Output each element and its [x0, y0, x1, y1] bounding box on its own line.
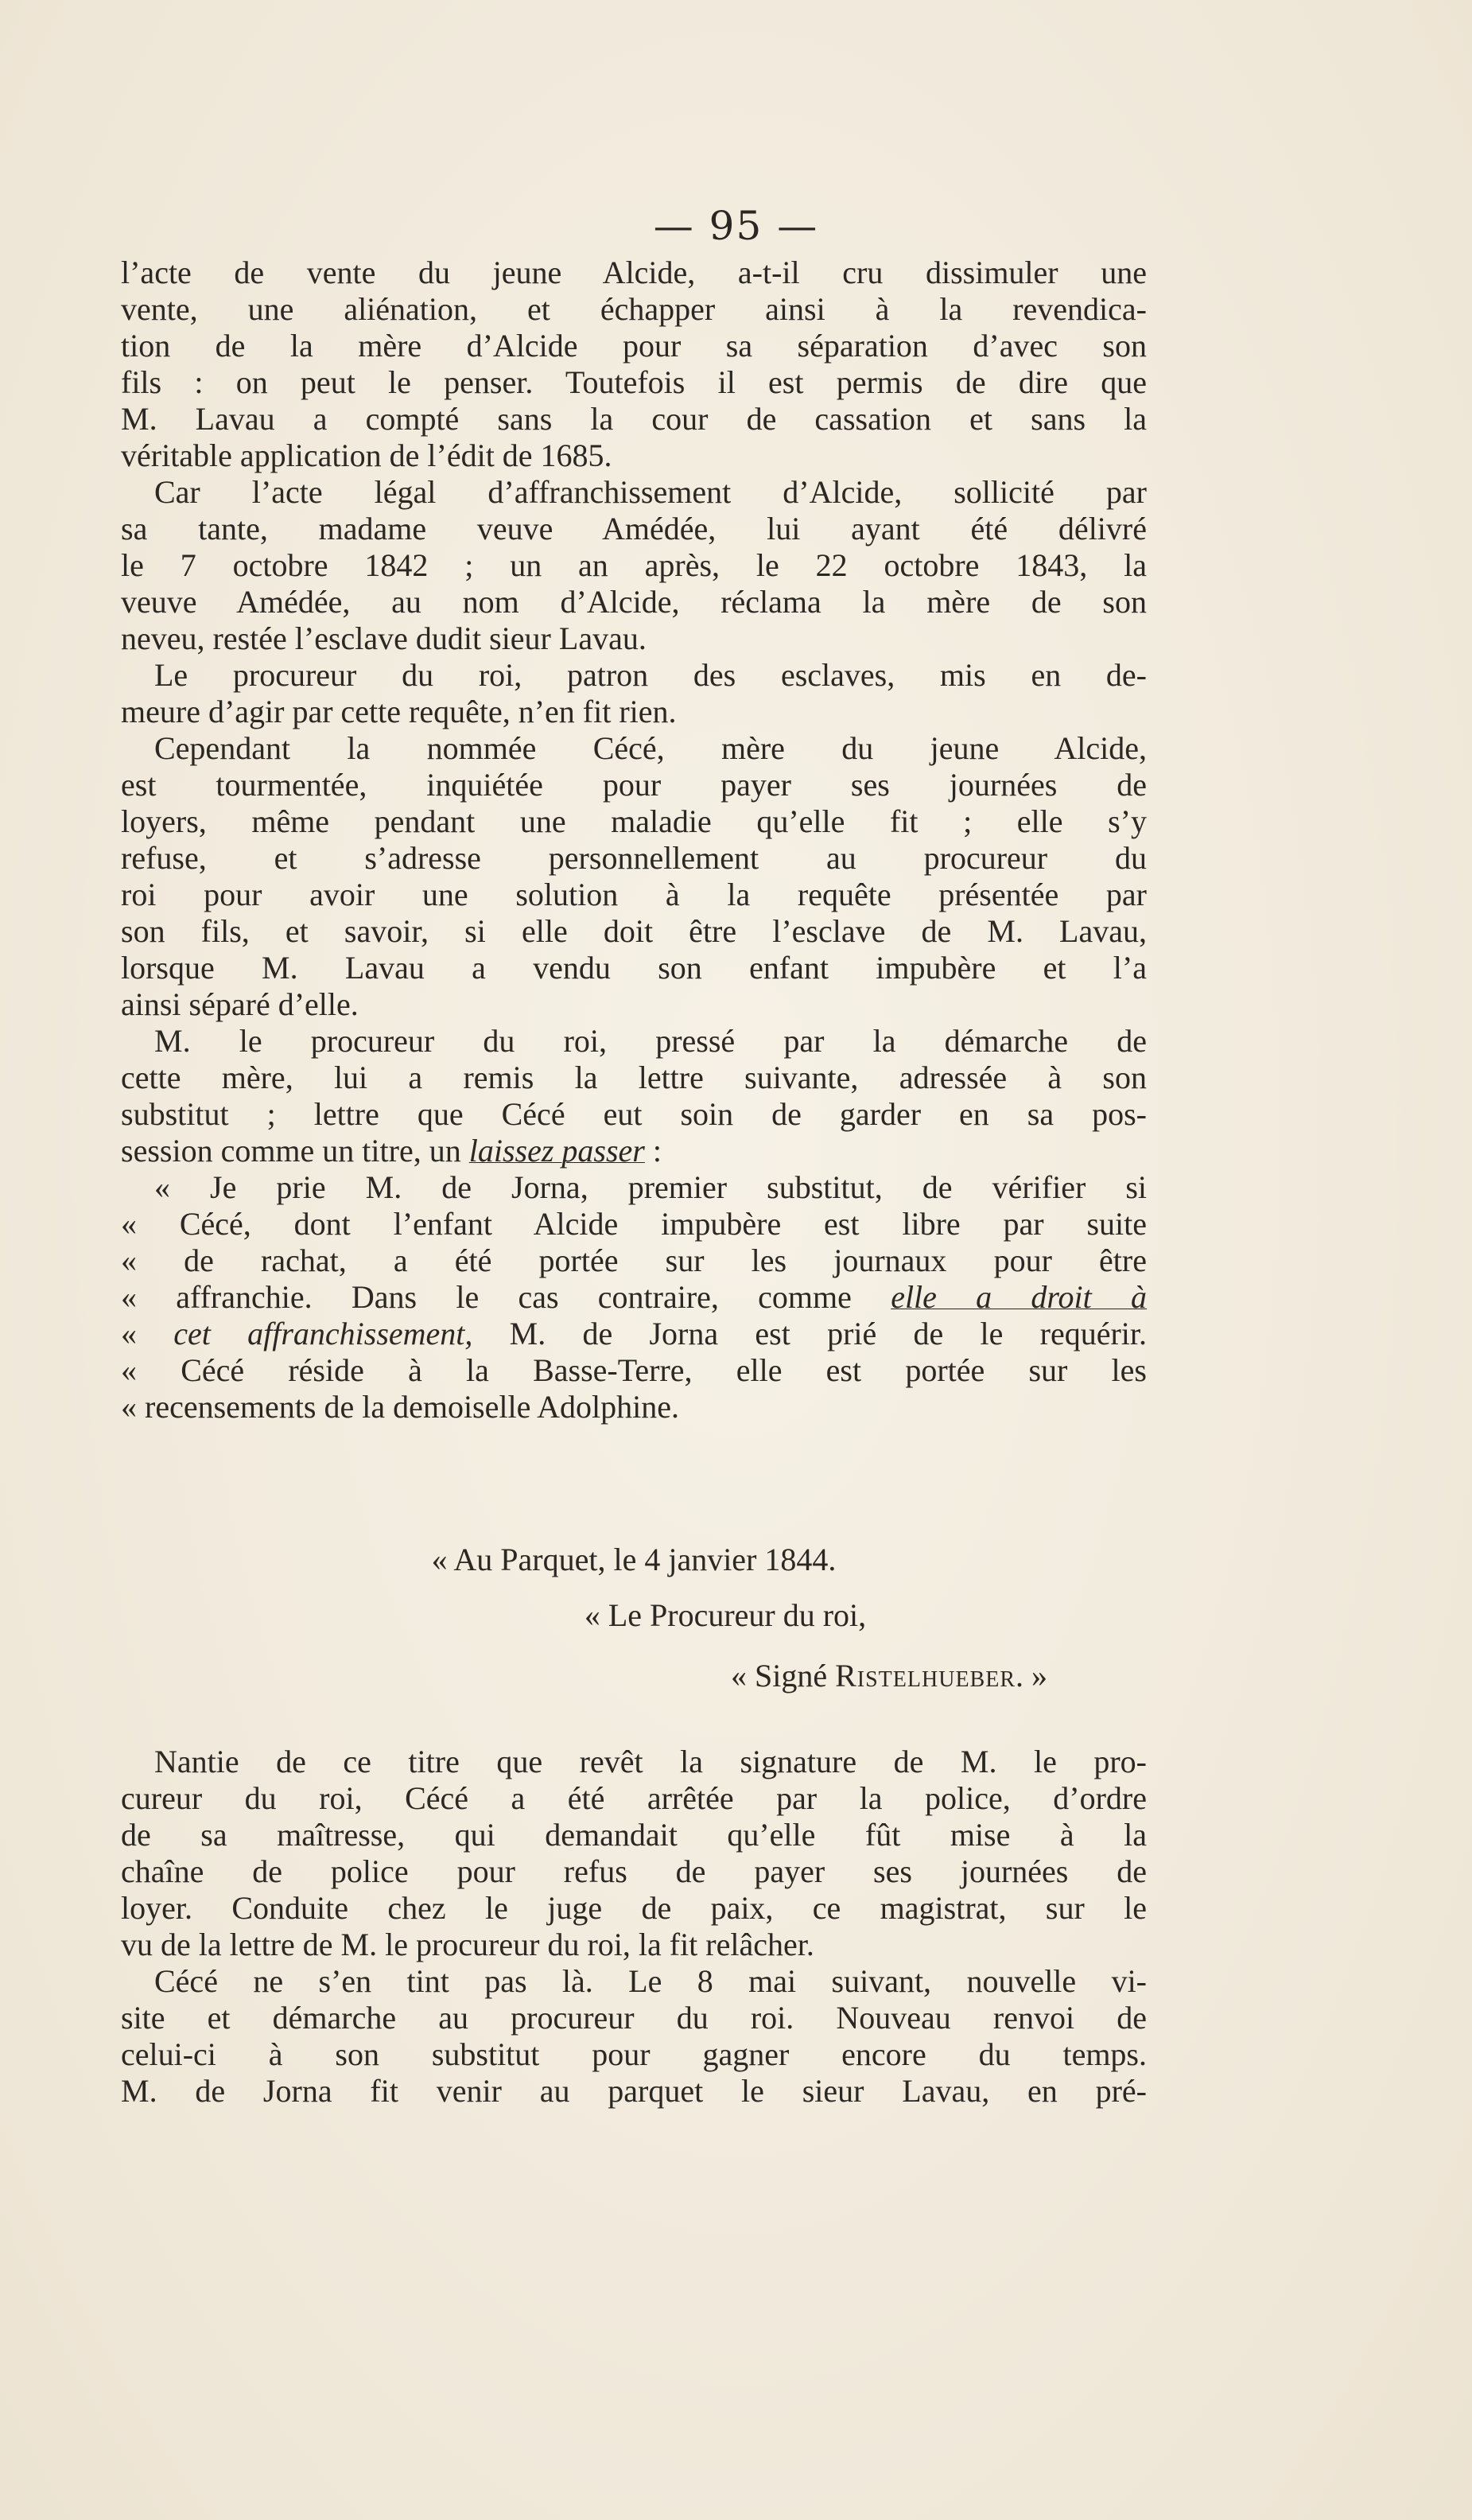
text-fragment: M. de Jorna est prié de le requérir. — [472, 1316, 1147, 1351]
text-line: Cependant la nommée Cécé, mère du jeune Alcide, — [154, 730, 1147, 766]
quote-line — [121, 1279, 1147, 1316]
signer-title: « Le Procureur du roi, — [584, 1597, 867, 1633]
text-line: sa tante, madame veuve Amédée, lui ayant été délivré — [121, 511, 1147, 546]
text-line: vente, une aliénation, et échapper ainsi à la revendica- — [121, 291, 1147, 327]
text-line: cureur du roi, Cécé a été arrêtée par la police, d’ordre — [121, 1780, 1147, 1816]
text-line: M. le procureur du roi, pressé par la démarche de — [154, 1023, 1147, 1059]
text-line: le 7 octobre 1842 ; un an après, le 22 octobre 1843, la — [121, 547, 1147, 583]
text-fragment: : — [644, 1133, 662, 1169]
page-number: — 95 — — [653, 203, 819, 249]
text-line: l’acte de vente du jeune Alcide, a-t-il cru dissimuler une — [121, 255, 1147, 290]
text-line: son fils, et savoir, si elle doit être l’esclave de M. Lavau, — [121, 913, 1147, 949]
text-line: chaîne de police pour refus de payer ses journées de — [121, 1853, 1147, 1889]
text-line: site et démarche au procureur du roi. Nouveau renvoi de — [121, 2000, 1147, 2036]
quote-line: « Cécé, dont l’enfant Alcide impubère est libre par suite — [121, 1206, 1147, 1242]
signed-suffix: . » — [1016, 1658, 1047, 1694]
text-line: loyers, même pendant une maladie qu’elle fit ; elle s’y — [121, 803, 1147, 839]
text-line-laissez-passer — [121, 1133, 1147, 1169]
text-fragment: « — [121, 1316, 174, 1351]
body-text-top — [121, 255, 1147, 1425]
quote-line — [121, 1316, 1147, 1352]
quote-line: « de rachat, a été portée sur les journaux pour être — [121, 1242, 1147, 1278]
signed-prefix: « Signé — [730, 1658, 836, 1694]
text-line: roi pour avoir une solution à la requête présentée par — [121, 877, 1147, 912]
text-line: meure d’agir par cette requête, n’en fit rien. — [121, 694, 677, 729]
text-line: refuse, et s’adresse personnellement au procureur du — [121, 840, 1147, 876]
text-line: substitut ; lettre que Cécé eut soin de garder en sa pos- — [121, 1096, 1147, 1132]
elle-a-droit-emphasis: elle a droit à — [891, 1279, 1147, 1315]
text-fragment: session comme un titre, un — [121, 1133, 469, 1169]
text-line: M. de Jorna fit venir au parquet le sieur Lavau, en pré- — [121, 2073, 1147, 2109]
text-line: neveu, restée l’esclave dudit sieur Lavau. — [121, 620, 647, 656]
body-text-bottom — [121, 1744, 1147, 2110]
text-line: est tourmentée, inquiétée pour payer ses journées de — [121, 767, 1147, 803]
text-line: véritable application de l’édit de 1685. — [121, 438, 612, 473]
text-line: Cécé ne s’en tint pas là. Le 8 mai suivant, nouvelle vi- — [154, 1963, 1147, 1999]
text-line: Nantie de ce titre que revêt la signature de M. le pro- — [154, 1744, 1147, 1779]
text-fragment: « affranchie. Dans le cas contraire, comme — [121, 1279, 891, 1315]
signed-line — [121, 1658, 1147, 1694]
signer-name: Ristelhueber — [835, 1658, 1016, 1694]
text-line: tion de la mère d’Alcide pour sa séparation d’avec son — [121, 328, 1147, 364]
text-line: de sa maîtresse, qui demandait qu’elle fût mise à la — [121, 1817, 1147, 1853]
text-line: lorsque M. Lavau a vendu son enfant impubère et l’a — [121, 950, 1147, 986]
text-line: cette mère, lui a remis la lettre suivante, adressée à son — [121, 1060, 1147, 1095]
text-line: fils : on peut le penser. Toutefois il est permis de dire que — [121, 364, 1147, 400]
text-line: vu de la lettre de M. le procureur du roi, la fit relâcher. — [121, 1927, 814, 1962]
text-line: celui-ci à son substitut pour gagner encore du temps. — [121, 2036, 1147, 2072]
quote-line: « Cécé réside à la Basse-Terre, elle est portée sur les — [121, 1352, 1147, 1388]
text-line: Car l’acte légal d’affranchissement d’Alcide, sollicité par — [154, 474, 1147, 510]
text-line: ainsi séparé d’elle. — [121, 986, 359, 1022]
quote-line: « Je prie M. de Jorna, premier substitut, de vérifier si — [154, 1169, 1147, 1205]
laissez-passer-emphasis: laissez passer — [468, 1133, 645, 1169]
text-line: loyer. Conduite chez le juge de paix, ce magistrat, sur le — [121, 1890, 1147, 1926]
quote-line: « recensements de la demoiselle Adolphine. — [121, 1389, 680, 1425]
text-line: M. Lavau a compté sans la cour de cassation et sans la — [121, 401, 1147, 437]
text-line: Le procureur du roi, patron des esclaves, mis en de- — [154, 657, 1147, 693]
affranchissement-emphasis: cet affranchissement, — [173, 1316, 473, 1351]
text-line: veuve Amédée, au nom d’Alcide, réclama la mère de son — [121, 584, 1147, 620]
date-line: « Au Parquet, le 4 janvier 1844. — [431, 1542, 837, 1577]
